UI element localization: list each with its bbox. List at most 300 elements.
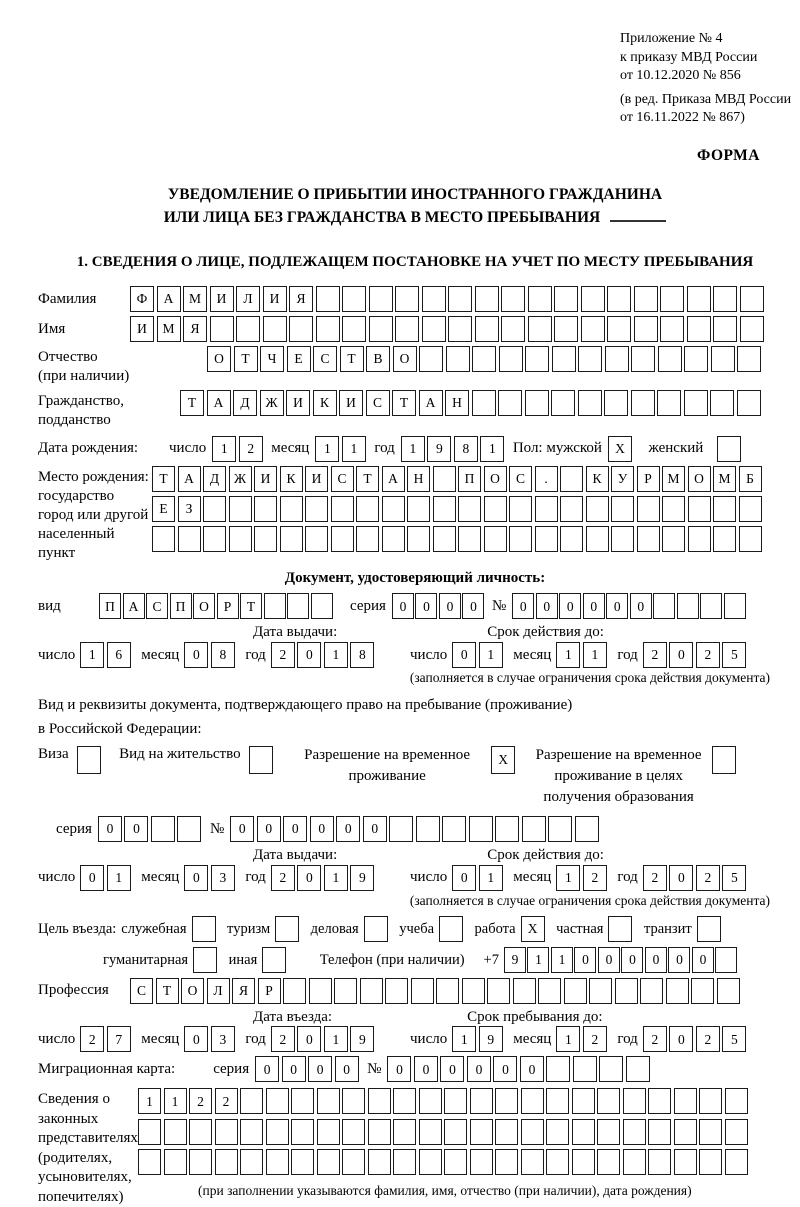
char-box[interactable]: [521, 1149, 544, 1175]
char-box[interactable]: [599, 1056, 623, 1082]
char-box[interactable]: 0: [536, 593, 558, 619]
char-box[interactable]: А: [178, 466, 201, 492]
char-box[interactable]: [710, 390, 734, 416]
char-box[interactable]: [368, 1119, 391, 1145]
char-box[interactable]: И: [263, 286, 287, 312]
char-box[interactable]: [509, 526, 532, 552]
char-box[interactable]: [605, 346, 629, 372]
char-box[interactable]: [331, 526, 354, 552]
char-box[interactable]: [528, 316, 552, 342]
char-box[interactable]: [666, 978, 689, 1004]
char-box[interactable]: [589, 978, 612, 1004]
char-box[interactable]: [442, 816, 466, 842]
char-box[interactable]: [389, 816, 413, 842]
char-box[interactable]: [688, 526, 711, 552]
char-box[interactable]: [740, 316, 764, 342]
visa-checkbox[interactable]: [77, 746, 101, 774]
char-box[interactable]: 2: [643, 642, 667, 668]
char-box[interactable]: [581, 286, 605, 312]
char-box[interactable]: [229, 496, 252, 522]
other-checkbox[interactable]: [262, 947, 286, 973]
char-box[interactable]: У: [611, 466, 634, 492]
char-box[interactable]: Я: [232, 978, 255, 1004]
char-box[interactable]: 0: [606, 593, 628, 619]
char-box[interactable]: [725, 1088, 748, 1114]
char-box[interactable]: 1: [138, 1088, 161, 1114]
char-box[interactable]: 2: [189, 1088, 212, 1114]
char-box[interactable]: [369, 286, 393, 312]
char-box[interactable]: 0: [184, 642, 208, 668]
char-box[interactable]: 0: [630, 593, 652, 619]
char-box[interactable]: [660, 286, 684, 312]
char-box[interactable]: И: [210, 286, 234, 312]
char-box[interactable]: [713, 526, 736, 552]
char-box[interactable]: 9: [350, 1026, 374, 1052]
char-box[interactable]: 1: [556, 1026, 580, 1052]
char-box[interactable]: [254, 526, 277, 552]
char-box[interactable]: [713, 496, 736, 522]
char-box[interactable]: Т: [240, 593, 262, 619]
char-box[interactable]: [648, 1119, 671, 1145]
char-box[interactable]: [554, 316, 578, 342]
char-box[interactable]: [699, 1119, 722, 1145]
char-box[interactable]: 0: [124, 816, 148, 842]
study-checkbox[interactable]: [439, 916, 463, 942]
char-box[interactable]: [240, 1119, 263, 1145]
char-box[interactable]: О: [393, 346, 417, 372]
char-box[interactable]: 1: [556, 642, 580, 668]
phone-digit-box[interactable]: 0: [621, 947, 643, 973]
char-box[interactable]: [495, 1149, 518, 1175]
char-box[interactable]: [472, 346, 496, 372]
char-box[interactable]: В: [366, 346, 390, 372]
char-box[interactable]: 0: [669, 642, 693, 668]
char-box[interactable]: [305, 526, 328, 552]
char-box[interactable]: [578, 346, 602, 372]
char-box[interactable]: [331, 496, 354, 522]
char-box[interactable]: [662, 526, 685, 552]
char-box[interactable]: [395, 316, 419, 342]
char-box[interactable]: 9: [427, 436, 451, 462]
char-box[interactable]: [623, 1149, 646, 1175]
char-box[interactable]: Р: [217, 593, 239, 619]
char-box[interactable]: Ч: [260, 346, 284, 372]
char-box[interactable]: Т: [340, 346, 364, 372]
char-box[interactable]: 0: [559, 593, 581, 619]
char-box[interactable]: [607, 316, 631, 342]
char-box[interactable]: 1: [212, 436, 236, 462]
work-checkbox[interactable]: X: [521, 916, 545, 942]
char-box[interactable]: [653, 593, 675, 619]
char-box[interactable]: [711, 346, 735, 372]
char-box[interactable]: [611, 526, 634, 552]
char-box[interactable]: [470, 1149, 493, 1175]
char-box[interactable]: 2: [271, 1026, 295, 1052]
char-box[interactable]: [177, 816, 201, 842]
official-checkbox[interactable]: [192, 916, 216, 942]
char-box[interactable]: [215, 1119, 238, 1145]
char-box[interactable]: 2: [239, 436, 263, 462]
char-box[interactable]: [501, 286, 525, 312]
char-box[interactable]: 0: [230, 816, 254, 842]
char-box[interactable]: Я: [183, 316, 207, 342]
char-box[interactable]: [725, 1149, 748, 1175]
char-box[interactable]: Н: [407, 466, 430, 492]
char-box[interactable]: 8: [454, 436, 478, 462]
char-box[interactable]: [548, 816, 572, 842]
humanitarian-checkbox[interactable]: [193, 947, 217, 973]
char-box[interactable]: 0: [283, 816, 307, 842]
char-box[interactable]: 1: [315, 436, 339, 462]
char-box[interactable]: [560, 466, 583, 492]
char-box[interactable]: С: [146, 593, 168, 619]
char-box[interactable]: [597, 1088, 620, 1114]
char-box[interactable]: [422, 316, 446, 342]
char-box[interactable]: [444, 1149, 467, 1175]
char-box[interactable]: А: [207, 390, 231, 416]
char-box[interactable]: 0: [336, 816, 360, 842]
char-box[interactable]: 2: [583, 1026, 607, 1052]
phone-digit-box[interactable]: 0: [645, 947, 667, 973]
char-box[interactable]: О: [484, 466, 507, 492]
char-box[interactable]: 0: [439, 593, 461, 619]
char-box[interactable]: [578, 390, 602, 416]
char-box[interactable]: [436, 978, 459, 1004]
char-box[interactable]: [203, 496, 226, 522]
char-box[interactable]: [368, 1088, 391, 1114]
char-box[interactable]: [684, 346, 708, 372]
char-box[interactable]: Т: [356, 466, 379, 492]
residence-permit-checkbox[interactable]: [249, 746, 273, 774]
char-box[interactable]: [240, 1149, 263, 1175]
char-box[interactable]: [674, 1088, 697, 1114]
char-box[interactable]: [289, 316, 313, 342]
char-box[interactable]: [717, 978, 740, 1004]
char-box[interactable]: Л: [207, 978, 230, 1004]
char-box[interactable]: [280, 496, 303, 522]
char-box[interactable]: [138, 1119, 161, 1145]
char-box[interactable]: 1: [556, 865, 580, 891]
char-box[interactable]: [317, 1119, 340, 1145]
char-box[interactable]: Е: [152, 496, 175, 522]
char-box[interactable]: [393, 1149, 416, 1175]
char-box[interactable]: [737, 390, 761, 416]
char-box[interactable]: [266, 1149, 289, 1175]
char-box[interactable]: М: [713, 466, 736, 492]
char-box[interactable]: 0: [98, 816, 122, 842]
char-box[interactable]: [433, 466, 456, 492]
char-box[interactable]: [448, 316, 472, 342]
temporary-residence-education-checkbox[interactable]: [712, 746, 736, 774]
char-box[interactable]: [311, 593, 333, 619]
char-box[interactable]: 2: [215, 1088, 238, 1114]
char-box[interactable]: [151, 816, 175, 842]
char-box[interactable]: 0: [363, 816, 387, 842]
char-box[interactable]: 0: [335, 1056, 359, 1082]
char-box[interactable]: [546, 1088, 569, 1114]
char-box[interactable]: [458, 526, 481, 552]
char-box[interactable]: [393, 1119, 416, 1145]
char-box[interactable]: [739, 496, 762, 522]
char-box[interactable]: 0: [392, 593, 414, 619]
char-box[interactable]: [535, 496, 558, 522]
char-box[interactable]: Ф: [130, 286, 154, 312]
char-box[interactable]: [469, 816, 493, 842]
private-checkbox[interactable]: [608, 916, 632, 942]
char-box[interactable]: 0: [452, 642, 476, 668]
char-box[interactable]: [395, 286, 419, 312]
char-box[interactable]: [572, 1119, 595, 1145]
char-box[interactable]: [407, 526, 430, 552]
char-box[interactable]: О: [207, 346, 231, 372]
char-box[interactable]: [264, 593, 286, 619]
char-box[interactable]: 6: [107, 642, 131, 668]
char-box[interactable]: 1: [479, 642, 503, 668]
char-box[interactable]: Т: [156, 978, 179, 1004]
char-box[interactable]: [737, 346, 761, 372]
char-box[interactable]: [342, 1149, 365, 1175]
char-box[interactable]: [472, 390, 496, 416]
char-box[interactable]: 2: [696, 642, 720, 668]
char-box[interactable]: [203, 526, 226, 552]
char-box[interactable]: [564, 978, 587, 1004]
char-box[interactable]: [342, 1119, 365, 1145]
phone-digit-box[interactable]: 0: [692, 947, 714, 973]
char-box[interactable]: 1: [479, 865, 503, 891]
char-box[interactable]: [316, 286, 340, 312]
char-box[interactable]: [572, 1088, 595, 1114]
char-box[interactable]: [495, 1119, 518, 1145]
char-box[interactable]: [551, 390, 575, 416]
char-box[interactable]: 0: [669, 865, 693, 891]
char-box[interactable]: [546, 1056, 570, 1082]
char-box[interactable]: [444, 1088, 467, 1114]
char-box[interactable]: [475, 286, 499, 312]
char-box[interactable]: 2: [643, 1026, 667, 1052]
char-box[interactable]: 0: [415, 593, 437, 619]
char-box[interactable]: П: [99, 593, 121, 619]
char-box[interactable]: 1: [107, 865, 131, 891]
char-box[interactable]: [334, 978, 357, 1004]
char-box[interactable]: 0: [512, 593, 534, 619]
char-box[interactable]: [470, 1119, 493, 1145]
char-box[interactable]: [407, 496, 430, 522]
char-box[interactable]: [662, 496, 685, 522]
char-box[interactable]: П: [458, 466, 481, 492]
char-box[interactable]: [266, 1088, 289, 1114]
char-box[interactable]: Н: [445, 390, 469, 416]
char-box[interactable]: Ж: [229, 466, 252, 492]
tourism-checkbox[interactable]: [275, 916, 299, 942]
char-box[interactable]: А: [157, 286, 181, 312]
char-box[interactable]: [164, 1149, 187, 1175]
char-box[interactable]: [572, 1149, 595, 1175]
char-box[interactable]: 1: [80, 642, 104, 668]
char-box[interactable]: Т: [152, 466, 175, 492]
char-box[interactable]: [586, 496, 609, 522]
char-box[interactable]: 1: [324, 865, 348, 891]
char-box[interactable]: Я: [289, 286, 313, 312]
char-box[interactable]: [356, 526, 379, 552]
char-box[interactable]: [637, 496, 660, 522]
char-box[interactable]: [342, 316, 366, 342]
char-box[interactable]: 5: [722, 642, 746, 668]
char-box[interactable]: [254, 496, 277, 522]
char-box[interactable]: [611, 496, 634, 522]
char-box[interactable]: [448, 286, 472, 312]
char-box[interactable]: [657, 390, 681, 416]
char-box[interactable]: [684, 390, 708, 416]
char-box[interactable]: [356, 496, 379, 522]
char-box[interactable]: [509, 496, 532, 522]
char-box[interactable]: А: [123, 593, 145, 619]
char-box[interactable]: [634, 316, 658, 342]
char-box[interactable]: 9: [479, 1026, 503, 1052]
phone-digit-box[interactable]: 0: [598, 947, 620, 973]
char-box[interactable]: К: [313, 390, 337, 416]
char-box[interactable]: [521, 1088, 544, 1114]
char-box[interactable]: 1: [480, 436, 504, 462]
char-box[interactable]: [560, 526, 583, 552]
char-box[interactable]: [446, 346, 470, 372]
char-box[interactable]: С: [130, 978, 153, 1004]
char-box[interactable]: [674, 1149, 697, 1175]
char-box[interactable]: 3: [211, 865, 235, 891]
char-box[interactable]: 0: [80, 865, 104, 891]
char-box[interactable]: 8: [350, 642, 374, 668]
char-box[interactable]: М: [183, 286, 207, 312]
char-box[interactable]: [291, 1119, 314, 1145]
char-box[interactable]: [280, 526, 303, 552]
char-box[interactable]: [691, 978, 714, 1004]
char-box[interactable]: [189, 1119, 212, 1145]
char-box[interactable]: [419, 1088, 442, 1114]
char-box[interactable]: [266, 1119, 289, 1145]
char-box[interactable]: [586, 526, 609, 552]
char-box[interactable]: 0: [297, 1026, 321, 1052]
char-box[interactable]: М: [157, 316, 181, 342]
char-box[interactable]: [525, 390, 549, 416]
char-box[interactable]: [528, 286, 552, 312]
char-box[interactable]: Д: [203, 466, 226, 492]
char-box[interactable]: Ж: [260, 390, 284, 416]
char-box[interactable]: [291, 1149, 314, 1175]
char-box[interactable]: О: [688, 466, 711, 492]
char-box[interactable]: 2: [696, 1026, 720, 1052]
char-box[interactable]: Е: [287, 346, 311, 372]
char-box[interactable]: С: [313, 346, 337, 372]
char-box[interactable]: [575, 816, 599, 842]
phone-digit-box[interactable]: 9: [504, 947, 526, 973]
char-box[interactable]: Т: [234, 346, 258, 372]
char-box[interactable]: .: [535, 466, 558, 492]
char-box[interactable]: [573, 1056, 597, 1082]
char-box[interactable]: [546, 1149, 569, 1175]
temporary-residence-checkbox[interactable]: X: [491, 746, 515, 774]
char-box[interactable]: С: [331, 466, 354, 492]
female-checkbox[interactable]: [717, 436, 741, 462]
char-box[interactable]: [433, 526, 456, 552]
char-box[interactable]: З: [178, 496, 201, 522]
phone-digit-box[interactable]: [715, 947, 737, 973]
char-box[interactable]: [597, 1119, 620, 1145]
char-box[interactable]: [287, 593, 309, 619]
char-box[interactable]: [498, 390, 522, 416]
char-box[interactable]: [305, 496, 328, 522]
char-box[interactable]: [342, 286, 366, 312]
char-box[interactable]: [648, 1149, 671, 1175]
char-box[interactable]: [317, 1088, 340, 1114]
char-box[interactable]: [416, 816, 440, 842]
char-box[interactable]: [495, 1088, 518, 1114]
char-box[interactable]: [444, 1119, 467, 1145]
char-box[interactable]: [138, 1149, 161, 1175]
char-box[interactable]: 0: [467, 1056, 491, 1082]
char-box[interactable]: [283, 978, 306, 1004]
char-box[interactable]: [725, 1119, 748, 1145]
char-box[interactable]: [740, 286, 764, 312]
transit-checkbox[interactable]: [697, 916, 721, 942]
char-box[interactable]: [546, 1119, 569, 1145]
char-box[interactable]: 1: [401, 436, 425, 462]
char-box[interactable]: [360, 978, 383, 1004]
char-box[interactable]: [607, 286, 631, 312]
char-box[interactable]: [210, 316, 234, 342]
char-box[interactable]: [631, 346, 655, 372]
char-box[interactable]: [215, 1149, 238, 1175]
char-box[interactable]: [623, 1088, 646, 1114]
char-box[interactable]: [316, 316, 340, 342]
char-box[interactable]: [495, 816, 519, 842]
char-box[interactable]: И: [254, 466, 277, 492]
char-box[interactable]: И: [286, 390, 310, 416]
char-box[interactable]: 2: [583, 865, 607, 891]
char-box[interactable]: 2: [271, 642, 295, 668]
char-box[interactable]: [487, 978, 510, 1004]
char-box[interactable]: А: [419, 390, 443, 416]
char-box[interactable]: [164, 1119, 187, 1145]
char-box[interactable]: [240, 1088, 263, 1114]
char-box[interactable]: [229, 526, 252, 552]
char-box[interactable]: К: [586, 466, 609, 492]
char-box[interactable]: 0: [310, 816, 334, 842]
char-box[interactable]: [499, 346, 523, 372]
char-box[interactable]: [178, 526, 201, 552]
phone-digit-box[interactable]: 1: [551, 947, 573, 973]
char-box[interactable]: [724, 593, 746, 619]
char-box[interactable]: К: [280, 466, 303, 492]
char-box[interactable]: 8: [211, 642, 235, 668]
char-box[interactable]: [637, 526, 660, 552]
char-box[interactable]: Р: [258, 978, 281, 1004]
char-box[interactable]: [522, 816, 546, 842]
char-box[interactable]: [713, 286, 737, 312]
char-box[interactable]: [419, 1149, 442, 1175]
char-box[interactable]: 1: [324, 642, 348, 668]
char-box[interactable]: И: [305, 466, 328, 492]
char-box[interactable]: 2: [80, 1026, 104, 1052]
char-box[interactable]: [501, 316, 525, 342]
char-box[interactable]: [382, 496, 405, 522]
char-box[interactable]: [236, 316, 260, 342]
char-box[interactable]: Д: [233, 390, 257, 416]
char-box[interactable]: Т: [392, 390, 416, 416]
char-box[interactable]: Т: [180, 390, 204, 416]
char-box[interactable]: [713, 316, 737, 342]
char-box[interactable]: 0: [440, 1056, 464, 1082]
char-box[interactable]: [623, 1119, 646, 1145]
male-checkbox[interactable]: X: [608, 436, 632, 462]
